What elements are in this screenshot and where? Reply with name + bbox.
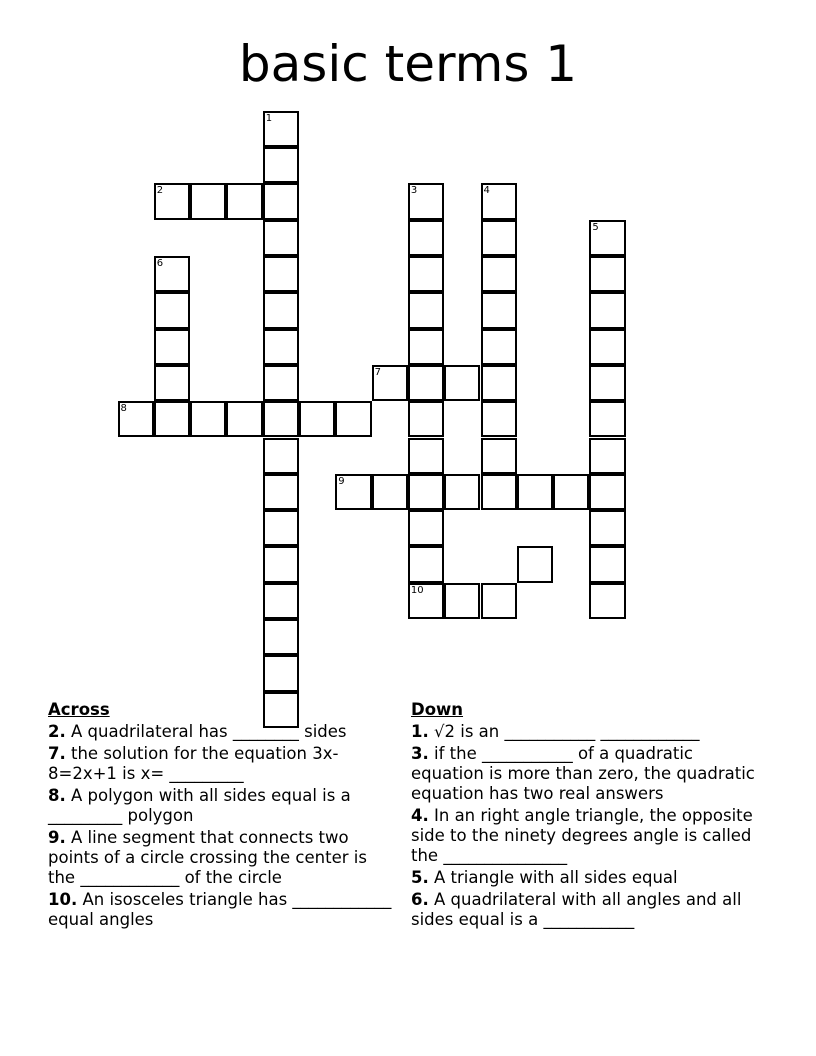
across-heading: Across (48, 700, 110, 719)
grid-cell[interactable] (263, 111, 299, 147)
grid-cell[interactable] (408, 220, 444, 256)
clue-down-4: 4. In an right angle triangle, the opposite side to the ninety degrees angle is called the _______________ (411, 806, 753, 865)
grid-cell[interactable] (263, 329, 299, 365)
grid-cell[interactable] (263, 655, 299, 691)
grid-cell[interactable] (263, 401, 299, 437)
grid-cell[interactable] (263, 256, 299, 292)
grid-cell[interactable] (481, 474, 517, 510)
grid-cell[interactable] (589, 256, 625, 292)
grid-cell[interactable] (408, 365, 444, 401)
grid-cell[interactable] (263, 292, 299, 328)
grid-cell[interactable] (517, 546, 553, 582)
grid-cell[interactable] (154, 329, 190, 365)
down-clues (411, 700, 771, 932)
grid-cell[interactable] (481, 583, 517, 619)
grid-cell[interactable] (263, 546, 299, 582)
clue-across-7: 7. the solution for the equation 3x-8=2x+1 is x= _________ (48, 744, 339, 783)
grid-cell[interactable] (408, 292, 444, 328)
grid-cell[interactable] (408, 510, 444, 546)
grid-cell[interactable] (154, 256, 190, 292)
grid-cell[interactable] (589, 329, 625, 365)
grid-cell[interactable] (226, 183, 262, 219)
grid-cell[interactable] (154, 365, 190, 401)
grid-cell[interactable] (372, 365, 408, 401)
grid-cell[interactable] (481, 292, 517, 328)
grid-cell[interactable] (408, 474, 444, 510)
grid-cell[interactable] (190, 183, 226, 219)
clue-number: 1 (265, 112, 273, 124)
clue-down-1: 1. √2 is an ___________ ____________ (411, 722, 700, 741)
grid-cell[interactable] (263, 619, 299, 655)
grid-cell[interactable] (589, 438, 625, 474)
clue-number: 9 (338, 475, 345, 487)
grid-cell[interactable] (335, 474, 371, 510)
grid-cell[interactable] (444, 474, 480, 510)
clue-number: 6 (156, 258, 164, 269)
grid-cell[interactable] (263, 147, 299, 183)
grid-cell[interactable] (481, 329, 517, 365)
grid-cell[interactable] (553, 474, 589, 510)
grid-cell[interactable] (408, 401, 444, 437)
clue-number: 5 (592, 221, 599, 233)
grid-cell[interactable] (263, 510, 299, 546)
grid-cell[interactable] (589, 510, 625, 546)
grid-cell[interactable] (481, 365, 517, 401)
grid-cell[interactable] (263, 365, 299, 401)
grid-cell[interactable] (118, 401, 154, 437)
down-heading: Down (411, 700, 464, 719)
grid-cell[interactable] (481, 220, 517, 256)
clue-down-6: 6. A quadrilateral with all angles and all sides equal is a ___________ (411, 890, 742, 929)
grid-cell[interactable] (408, 183, 444, 219)
clue-number: 4 (483, 185, 490, 197)
clue-number: 7 (374, 366, 381, 378)
clue-across-9: 9. A line segment that connects two points of a circle crossing the center is the ____________ of the circle (48, 828, 367, 887)
grid-cell[interactable] (372, 474, 408, 510)
page-title: basic terms 1 (238, 35, 578, 93)
grid-cell[interactable] (408, 256, 444, 292)
clue-down-3: 3. if the ___________ of a quadratic equation is more than zero, the quadratic equation has two real answers (411, 744, 755, 803)
grid-cell[interactable] (226, 401, 262, 437)
grid-cell[interactable] (263, 183, 299, 219)
grid-cell[interactable] (154, 183, 190, 219)
grid-cell[interactable] (263, 438, 299, 474)
grid-cell[interactable] (444, 583, 480, 619)
grid-cell[interactable] (589, 546, 625, 582)
grid-cell[interactable] (335, 401, 371, 437)
grid-cell[interactable] (408, 329, 444, 365)
grid-cell[interactable] (154, 292, 190, 328)
grid-cell[interactable] (481, 256, 517, 292)
clue-down-5: 5. A triangle with all sides equal (411, 868, 678, 887)
clue-number: 8 (120, 403, 127, 415)
grid-cell[interactable] (589, 401, 625, 437)
grid-cell[interactable] (190, 401, 226, 437)
grid-cell[interactable] (263, 220, 299, 256)
clue-across-2: 2. A quadrilateral has ________ sides (48, 722, 347, 741)
grid-cell[interactable] (589, 220, 625, 256)
grid-cell[interactable] (444, 365, 480, 401)
grid-cell[interactable] (408, 546, 444, 582)
grid-cell[interactable] (263, 583, 299, 619)
grid-cell[interactable] (481, 401, 517, 437)
grid-cell[interactable] (481, 183, 517, 219)
grid-cell[interactable] (263, 474, 299, 510)
grid-cell[interactable] (408, 438, 444, 474)
clue-across-8: 8. A polygon with all sides equal is a _________ polygon (48, 786, 351, 825)
clue-across-10: 10. An isosceles triangle has ____________ equal angles (48, 890, 392, 929)
clue-number: 3 (410, 185, 418, 197)
grid-cell[interactable] (589, 292, 625, 328)
grid-cell[interactable] (517, 474, 553, 510)
grid-cell[interactable] (408, 583, 444, 619)
grid-cell[interactable] (589, 474, 625, 510)
grid-cell[interactable] (154, 401, 190, 437)
grid-cell[interactable] (299, 401, 335, 437)
grid-cell[interactable] (589, 583, 625, 619)
clue-number: 2 (156, 185, 164, 197)
across-clues (48, 700, 396, 932)
clue-number: 10 (410, 584, 424, 596)
grid-cell[interactable] (589, 365, 625, 401)
grid-cell[interactable] (481, 438, 517, 474)
